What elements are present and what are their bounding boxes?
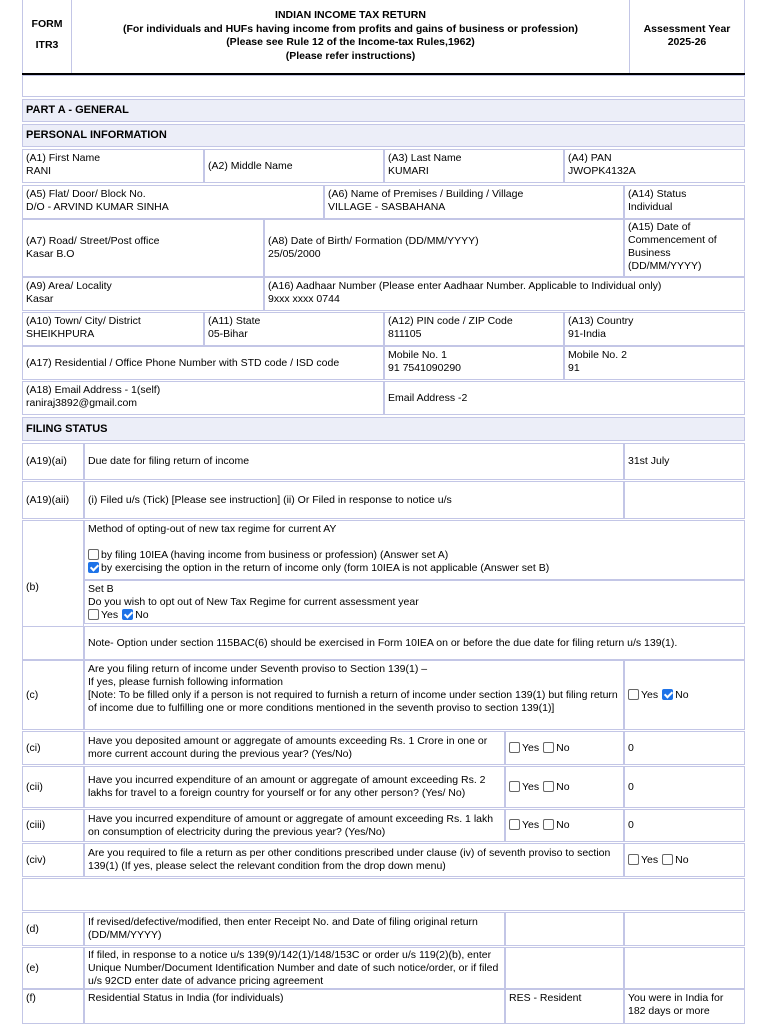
set-b-label: Set B xyxy=(88,583,114,595)
cii-amount[interactable]: 0 xyxy=(624,766,745,808)
form-label: FORM xyxy=(31,18,63,30)
form-rule-ref: (Please see Rule 12 of the Income-tax Rules,1962) xyxy=(226,36,475,48)
pin-code-value[interactable]: 811105 xyxy=(388,328,422,340)
opt-out-10iea-checkbox[interactable] xyxy=(88,549,99,560)
form-title: INDIAN INCOME TAX RETURN xyxy=(275,9,426,21)
seventh-proviso-yes-label: Yes xyxy=(641,688,659,701)
email-2-cell xyxy=(384,381,745,415)
opt-out-question: Do you wish to opt out of New Tax Regime for current assessment year xyxy=(88,596,419,608)
due-date-label: Due date for filing return of income xyxy=(84,443,624,480)
date-of-birth-value[interactable]: 25/05/2000 xyxy=(268,248,321,260)
notice-response-question: If filed, in response to a notice u/s 139(9)/142(1)/148/153C or order u/s 119(2)(b), enter Unique Number/Document Identification Number and date of such notice/order, or if filed u/s 92CD enter date of advance pricing agreement xyxy=(84,947,505,989)
section-personal-information: PERSONAL INFORMATION xyxy=(22,124,745,147)
status-value[interactable]: Individual xyxy=(628,201,673,213)
aadhaar-label: (A16) Aadhaar Number (Please enter Aadhaar Number. Applicable to Individual only) xyxy=(268,280,662,292)
tax-regime-method-cell xyxy=(84,520,745,580)
ci-yes-checkbox[interactable] xyxy=(509,742,520,753)
mobile-1-value[interactable]: 91 7541090290 xyxy=(388,362,461,374)
country-label: (A13) Country xyxy=(568,315,634,327)
ciii-code: (ciii) xyxy=(22,809,84,842)
commencement-date-label: (A15) Date of Commencement of Business (DD/MM/YYYY) xyxy=(628,221,717,272)
a19aii-code: (A19)(aii) xyxy=(22,481,84,519)
email-1-cell xyxy=(22,381,384,415)
other-conditions-question: Are you required to file a return as per other conditions prescribed under clause (iv) of seventh proviso to section 139(1) (If yes, please select the relevant condition from the drop down menu) xyxy=(84,843,624,877)
notice-date-input[interactable] xyxy=(624,947,745,989)
cii-code: (cii) xyxy=(22,766,84,808)
area-locality-value[interactable]: Kasar xyxy=(26,293,54,305)
form-subtitle: (For individuals and HUFs having income from profits and gains of business or profession) xyxy=(122,22,579,35)
opt-out-no-checkbox[interactable] xyxy=(122,609,133,620)
residential-status-note: You were in India for 182 days or more xyxy=(624,989,745,1024)
flat-door-cell xyxy=(22,185,324,219)
foreign-travel-options xyxy=(505,766,624,808)
blank-row xyxy=(22,878,745,911)
cii-yes-label: Yes xyxy=(522,780,540,793)
current-account-deposit-question: Have you deposited amount or aggregate of amounts exceeding Rs. 1 Crore in one or more current account during the previous year? (Yes/No) xyxy=(84,731,505,765)
ci-amount[interactable]: 0 xyxy=(624,731,745,765)
ci-no-checkbox[interactable] xyxy=(543,742,554,753)
ciii-yes-label: Yes xyxy=(522,819,540,831)
last-name-cell xyxy=(384,149,564,183)
status-cell xyxy=(624,185,745,219)
first-name-label: (A1) First Name xyxy=(26,152,101,164)
set-b-cell xyxy=(84,580,745,624)
email-2-label: Email Address -2 xyxy=(388,391,468,404)
seventh-proviso-no-label: No xyxy=(675,688,689,701)
due-date-value[interactable]: 31st July xyxy=(624,443,745,480)
civ-no-checkbox[interactable] xyxy=(662,854,673,865)
ci-no-label: No xyxy=(556,741,570,754)
civ-no-label: No xyxy=(675,853,689,866)
assessment-year-value: 2025-26 xyxy=(667,36,707,48)
opt-out-no-label: No xyxy=(135,609,149,621)
seventh-proviso-question: Are you filing return of income under Seventh proviso to Section 139(1) – xyxy=(88,663,428,675)
civ-yes-label: Yes xyxy=(641,853,659,866)
last-name-label: (A3) Last Name xyxy=(388,152,462,164)
opt-out-yes-label: Yes xyxy=(101,609,119,621)
ciii-amount[interactable]: 0 xyxy=(624,809,745,842)
middle-name-cell xyxy=(204,149,384,183)
revised-date-input[interactable] xyxy=(624,912,745,946)
date-of-birth-label: (A8) Date of Birth/ Formation (DD/MM/YYYY) xyxy=(268,235,479,247)
aadhaar-cell xyxy=(264,277,745,311)
tax-regime-method-heading: Method of opting-out of new tax regime for current AY xyxy=(88,523,337,535)
ciii-no-checkbox[interactable] xyxy=(543,819,554,830)
last-name-value[interactable]: KUMARI xyxy=(388,165,429,177)
seventh-proviso-instruction: If yes, please furnish following information xyxy=(88,676,283,688)
c-code: (c) xyxy=(22,660,84,730)
form-code: ITR3 xyxy=(35,39,59,51)
middle-name-label: (A2) Middle Name xyxy=(208,159,293,172)
a19ai-code: (A19)(ai) xyxy=(22,443,84,480)
section-part-a: PART A - GENERAL xyxy=(22,99,745,122)
country-value[interactable]: 91-India xyxy=(568,328,606,340)
b-code: (b) xyxy=(22,520,84,654)
residential-status-value[interactable]: RES - Resident xyxy=(505,989,624,1024)
other-conditions-options xyxy=(624,843,745,877)
revised-receipt-input[interactable] xyxy=(505,912,624,946)
civ-code: (civ) xyxy=(22,843,84,877)
assessment-year-box xyxy=(630,0,745,74)
premises-value[interactable]: VILLAGE - SASBAHANA xyxy=(328,201,446,213)
state-cell xyxy=(204,312,384,346)
current-account-deposit-options xyxy=(505,731,624,765)
pin-code-label: (A12) PIN code / ZIP Code xyxy=(388,315,513,327)
f-code: (f) xyxy=(22,989,84,1024)
opt-out-10iea-label: by filing 10IEA (having income from business or profession) (Answer set A) xyxy=(101,549,449,561)
cii-yes-checkbox[interactable] xyxy=(509,781,520,792)
assessment-year-label: Assessment Year xyxy=(643,23,731,35)
d-code: (d) xyxy=(22,912,84,946)
ciii-yes-checkbox[interactable] xyxy=(509,819,520,830)
mobile-2-label: Mobile No. 2 xyxy=(568,349,627,361)
premises-cell xyxy=(324,185,624,219)
e-code: (e) xyxy=(22,947,84,989)
civ-yes-checkbox[interactable] xyxy=(628,854,639,865)
town-city-cell xyxy=(22,312,204,346)
aadhaar-value[interactable]: 9xxx xxxx 0744 xyxy=(268,293,340,305)
mobile-1-cell xyxy=(384,346,564,380)
flat-door-label: (A5) Flat/ Door/ Block No. xyxy=(26,188,146,200)
seventh-proviso-no-checkbox[interactable] xyxy=(662,689,673,700)
ci-code: (ci) xyxy=(22,731,84,765)
cii-no-checkbox[interactable] xyxy=(543,781,554,792)
first-name-cell xyxy=(22,149,204,183)
note-115bac: Note- Option under section 115BAC(6) should be exercised in Form 10IEA on or before the due date for filing return u/s 139(1). xyxy=(84,626,745,660)
seventh-proviso-note: [Note: To be filled only if a person is not required to furnish a return of income under section 139(1) but filing return of income due to fulfilling one or more conditions mentioned in the seventh proviso to section 139(1)] xyxy=(88,689,618,714)
premises-label: (A6) Name of Premises / Building / Village xyxy=(328,188,524,200)
cii-no-label: No xyxy=(556,780,570,793)
town-city-label: (A10) Town/ City/ District xyxy=(26,315,141,327)
area-locality-cell xyxy=(22,277,264,311)
opt-out-yes-checkbox[interactable] xyxy=(88,609,99,620)
filed-under-section-label: (i) Filed u/s (Tick) [Please see instruction] (ii) Or Filed in response to notice u/s xyxy=(84,481,624,519)
residential-status-label: Residential Status in India (for individuals) xyxy=(84,989,505,1024)
email-1-label: (A18) Email Address - 1(self) xyxy=(26,384,161,396)
road-street-value[interactable]: Kasar B.O xyxy=(26,248,75,260)
seventh-proviso-answer xyxy=(624,660,745,730)
opt-out-return-label: by exercising the option in the return of income only (form 10IEA is not applicable (Answer set B) xyxy=(101,562,550,574)
form-code-box xyxy=(22,0,72,74)
notice-number-input[interactable] xyxy=(505,947,624,989)
mobile-1-label: Mobile No. 1 xyxy=(388,349,447,361)
ci-yes-label: Yes xyxy=(522,741,540,754)
opt-out-return-checkbox[interactable] xyxy=(88,562,99,573)
road-street-cell xyxy=(22,219,264,277)
revised-return-question: If revised/defective/modified, then enter Receipt No. and Date of filing original return (DD/MM/YYYY) xyxy=(84,912,505,946)
town-city-value[interactable]: SHEIKHPURA xyxy=(26,328,95,340)
electricity-question: Have you incurred expenditure of amount or aggregate of amount exceeding Rs. 1 lakh on consumption of electricity during the previous year? (Yes/No) xyxy=(84,809,505,842)
road-street-label: (A7) Road/ Street/Post office xyxy=(26,235,160,247)
state-label: (A11) State xyxy=(208,315,261,327)
spacer-row xyxy=(22,75,745,97)
pan-label: (A4) PAN xyxy=(568,152,612,164)
commencement-date-cell xyxy=(624,219,745,277)
email-1-value[interactable]: raniraj3892@gmail.com xyxy=(26,397,138,409)
state-value[interactable]: 05-Bihar xyxy=(208,328,248,340)
phone-number-cell xyxy=(22,346,384,380)
pan-cell xyxy=(564,149,745,183)
area-locality-label: (A9) Area/ Locality xyxy=(26,280,112,292)
first-name-value[interactable]: RANI xyxy=(26,165,52,177)
section-filing-status: FILING STATUS xyxy=(22,417,745,441)
country-cell xyxy=(564,312,745,346)
mobile-2-value[interactable]: 91 xyxy=(568,362,580,374)
seventh-proviso-cell xyxy=(84,660,624,730)
seventh-proviso-yes-checkbox[interactable] xyxy=(628,689,639,700)
status-label: (A14) Status xyxy=(628,188,687,200)
mobile-2-cell xyxy=(564,346,745,380)
date-of-birth-cell xyxy=(264,219,624,277)
filed-under-section-value[interactable] xyxy=(624,481,745,519)
pan-value[interactable]: JWOPK4132A xyxy=(568,165,636,177)
pin-code-cell xyxy=(384,312,564,346)
form-title-box xyxy=(72,0,630,74)
foreign-travel-question: Have you incurred expenditure of an amount or aggregate of amount exceeding Rs. 2 lakhs for travel to a foreign country for yourself or for any other person? (Yes/ No) xyxy=(84,766,505,808)
electricity-options xyxy=(505,809,624,842)
ciii-no-label: No xyxy=(556,819,570,831)
form-instructions-ref: (Please refer instructions) xyxy=(285,49,416,62)
note-code-empty xyxy=(22,626,84,660)
flat-door-value[interactable]: D/O - ARVIND KUMAR SINHA xyxy=(26,201,169,213)
phone-number-label: (A17) Residential / Office Phone Number with STD code / ISD code xyxy=(26,356,340,369)
